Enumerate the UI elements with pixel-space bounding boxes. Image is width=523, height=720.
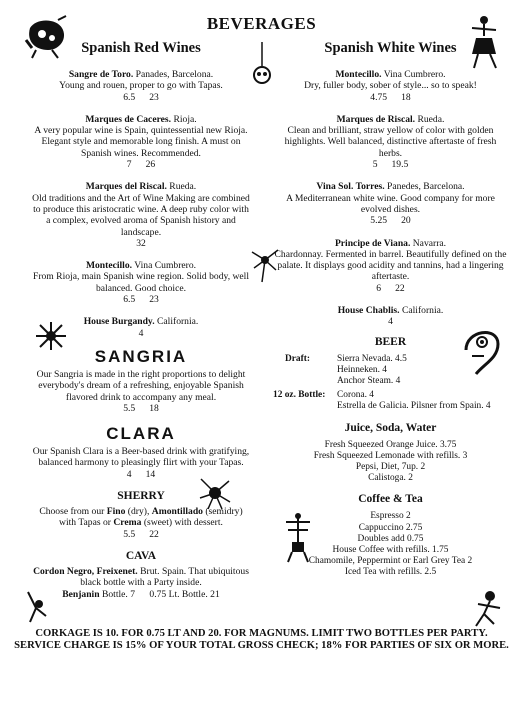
beer-heading: BEER [374, 335, 407, 348]
drink-item: Fresh Squeezed Orange Juice. 3.75 [324, 439, 457, 450]
wine-origin: Vina Cumbrero. [381, 69, 446, 80]
glass-price: 5.5 [123, 402, 136, 414]
cava-heading: CAVA [125, 549, 157, 562]
clara-heading: CLARA [106, 424, 176, 444]
wine-desc: A very popular wine is Spain, quintessential new Rioja. Elegant style and memorable long finish. A must on Spanish wines. Recommended. [34, 125, 248, 159]
drink-item: Pepsi, Diet, 7up. 2 [355, 462, 426, 473]
sherry-crema: Crema [113, 517, 142, 529]
wine-origin: Rueda. [166, 181, 197, 193]
drink-item: Cappuccino 2.75 [358, 522, 423, 533]
white-wine-item [273, 238, 508, 294]
white-wine-item [273, 114, 508, 170]
red-wine-item [30, 69, 252, 103]
wine-origin: Panedes, Barcelona. [384, 181, 465, 193]
wine-name: Montecillo. [335, 69, 382, 80]
wine-origin: Rueda. [415, 113, 445, 125]
corkage-note: CORKAGE IS 10. FOR 0.75 LT AND 20. FOR MAGNUMS. LIMIT TWO BOTTLES PER PARTY. [35, 628, 488, 639]
bottle-price: 23 [149, 294, 159, 306]
wine-name: Marques del Riscal. [85, 181, 167, 193]
drink-item: House Coffee with refills. 1.75 [332, 545, 449, 556]
wine-name: Sangre de Toro. [68, 69, 134, 80]
bottle-price: 18 [401, 91, 411, 103]
sherry-text: (dry), [125, 506, 152, 518]
drink-item: Fresh Squeezed Lemonade with refills. 3 [313, 450, 468, 461]
drink-item: Iced Tea with refills. 2.5 [344, 567, 437, 578]
bottle-price: 32 [136, 237, 146, 249]
cava-name: Cordon Negro, Freixenet. [33, 565, 138, 577]
sherry-text: Choose from our [39, 506, 107, 518]
sangria-heading: SANGRIA [94, 346, 188, 366]
clara-desc: Our Spanish Clara is a Beer-based drink with gratifying, balanced harmony to pleasingly flirt with your Tapas. [32, 446, 250, 469]
sangria-desc: Our Sangria is made in the right proportions to delight everybody's dream of a refreshing, enjoyable Spanish flavored drink to accompany any meal. [36, 368, 246, 403]
pitcher-price: 14 [145, 468, 156, 480]
drink-item: Chamomile, Peppermint or Earl Grey Tea 2 [308, 556, 473, 567]
white-wine-item [273, 181, 508, 226]
abstract-figure-icon [22, 590, 48, 624]
glass-price: 4.75 [370, 91, 388, 103]
beer-item: Sierra Nevada. 4.5 [337, 353, 407, 364]
red-wine-item [30, 181, 252, 249]
page-title: BEVERAGES [206, 14, 317, 33]
cava-desc [30, 566, 252, 589]
spider-figure-icon [250, 248, 280, 284]
red-wines-heading: Spanish Red Wines [81, 40, 201, 56]
wine-desc: A Mediterranean white wine. Good company for more evolved dishes. [286, 192, 495, 215]
drink-item: Calistoga. 2 [368, 473, 413, 484]
wine-name: Principe de Viana. [334, 237, 411, 249]
beer-item: Heinneken. 4 [337, 364, 387, 375]
bottle-price: 22 [395, 282, 405, 294]
sherry-fino: Fino [106, 506, 126, 518]
beer-item: Anchor Steam. 4 [337, 376, 401, 387]
red-wine-item [30, 260, 252, 305]
bottle-price: 22 [149, 528, 159, 540]
glass-price: 4 [138, 327, 144, 339]
glass-price: 5.5 [123, 528, 136, 540]
wine-origin: California. [154, 316, 199, 328]
sherry-text: (sweet) with dessert. [141, 517, 223, 529]
wine-desc: Chardonnay. Fermented in barrel. Beautifully defined on the palate. It displays good acidity and tannins, had a lingering aftertaste. [274, 248, 507, 283]
glass-price: 6.5 [123, 294, 136, 306]
wine-desc: From Rioja, main Spanish wine region. Solid body, well balanced. Good choice. [32, 271, 250, 294]
wine-origin: Navarra. [410, 237, 447, 249]
sherry-text: (semidry) with Tapas or [59, 506, 243, 529]
wine-origin: Rioja. [171, 113, 197, 125]
wine-origin: California. [399, 305, 444, 317]
bottle-price: 20 [401, 215, 411, 227]
beer-bottle-row [273, 390, 508, 412]
red-wine-item [30, 114, 252, 170]
wine-name: House Burgandy. [83, 316, 155, 328]
dancing-figure-icon [464, 14, 504, 70]
wine-desc: Young and rouen, proper to go with Tapas. [59, 80, 223, 92]
white-wine-item [273, 69, 508, 103]
drink-item: Espresso 2 [370, 511, 411, 522]
service-charge-note: SERVICE CHARGE IS 15% OF YOUR TOTAL GROSS CHECK; 18% FOR PARTIES OF SIX OR MORE. [14, 640, 509, 652]
bottle-price: 26 [145, 159, 156, 171]
stick-figure-icon [282, 512, 314, 564]
wine-origin: Panades, Barcelona. [133, 69, 214, 80]
abstract-head-icon [458, 322, 504, 378]
glass-price: 7 [126, 159, 132, 171]
footer-notice [0, 628, 523, 652]
wine-desc: Clean and brilliant, straw yellow of color with golden highlights. Well balanced, distinctive aftertaste of fresh herbs. [284, 125, 497, 159]
glass-price: 5.25 [370, 215, 388, 227]
glass-price: 4 [126, 468, 132, 480]
hanging-face-icon [252, 42, 272, 88]
spider-figure-icon [198, 476, 232, 510]
wine-name: Marques de Caceres. [85, 113, 172, 125]
beer-draft-label: Draft: [285, 353, 310, 364]
bottle-price: 19.5 [391, 159, 409, 171]
wine-desc: Dry, fuller body, sober of style... so to speak! [304, 80, 477, 92]
dancing-figure-icon [470, 588, 504, 628]
wine-origin: Vina Cumbrero. [132, 260, 197, 272]
glass-price: 5 [372, 159, 378, 171]
wine-name: Vina Sol. Torres. [316, 181, 385, 193]
cava-prices [30, 589, 252, 600]
coffee-heading: Coffee & Tea [358, 493, 423, 506]
bottle-price: 23 [149, 91, 159, 103]
beer-bottle-label: 12 oz. Bottle: [273, 390, 326, 401]
wine-desc: Old traditions and the Art of Wine Making are combined to produce this aristocratic wine. A deep ruby color with a complex, evolved aroma of Spanish history and landscape. [32, 192, 250, 238]
cava-benjamin: Benjanin [62, 588, 100, 600]
juice-heading: Juice, Soda, Water [344, 421, 437, 434]
glass-price: 6 [376, 282, 382, 294]
beer-item: Estrella de Galicia. Pilsner from Spain. 4 [337, 401, 491, 412]
sherry-amontillado: Amontillado [151, 506, 203, 518]
juice-list [273, 440, 508, 485]
drink-item: Doubles add 0.75 [357, 533, 424, 544]
beer-item: Corona. 4 [337, 390, 374, 401]
right-column [273, 40, 508, 579]
sherry-heading: SHERRY [117, 490, 165, 503]
glass-price: 6.5 [123, 91, 136, 103]
wine-name: Marques de Riscal. [336, 113, 416, 125]
cava-text: Bottle. 7 0.75 Lt. Bottle. 21 [99, 588, 220, 600]
pitcher-price: 18 [149, 402, 159, 414]
wine-name: House Chablis. [337, 305, 400, 317]
star-figure-icon [34, 320, 68, 352]
wine-name: Montecillo. [85, 260, 133, 272]
abstract-figure-icon [22, 14, 70, 62]
glass-price: 4 [388, 316, 393, 328]
cava-text: Brut. Spain. That ubiquitous black bottle with a Party inside. [80, 565, 249, 589]
white-wines-heading: Spanish White Wines [324, 40, 457, 56]
